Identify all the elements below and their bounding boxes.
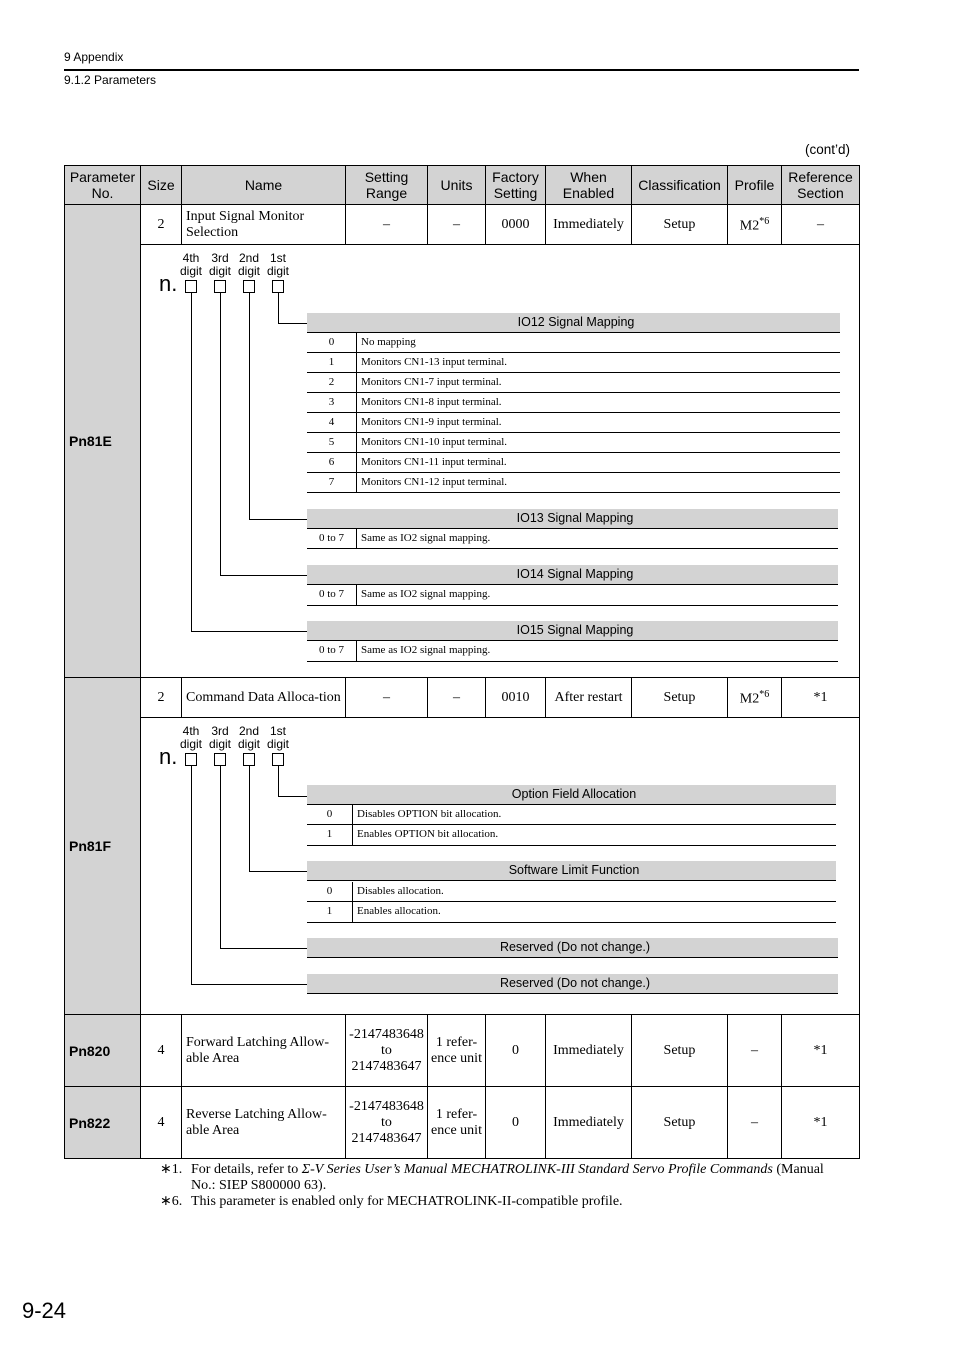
value-description: Same as IO2 signal mapping. [361, 532, 491, 544]
digit-label-3rd: 3rd digit [208, 251, 231, 278]
col-header-name: Name [182, 166, 346, 205]
value-code: 4 [307, 413, 357, 432]
connector-line [191, 293, 192, 631]
connector-line [249, 766, 250, 871]
size-cell: 4 [141, 1087, 182, 1159]
col-header-param: Parameter No. [65, 166, 141, 205]
connector-line [220, 293, 221, 575]
list-item [307, 433, 840, 453]
table-row [65, 1015, 860, 1087]
value-description: Same as IO2 signal mapping. [361, 588, 491, 600]
value-code: 0 [307, 882, 353, 901]
list-item [307, 805, 836, 825]
table-row [65, 1087, 860, 1159]
profile-cell: M2$^{*6}$ [728, 205, 782, 245]
value-description: Monitors CN1-9 input terminal. [361, 416, 502, 428]
table-row [65, 678, 860, 718]
col-header-when: When Enabled [546, 166, 632, 205]
factory-cell: 0000 [486, 205, 546, 245]
ref-cell: – [782, 205, 860, 245]
value-code: 5 [307, 433, 357, 452]
connector-line [220, 766, 221, 948]
table-row [65, 245, 860, 678]
software-limit-section-title: Software Limit Function [307, 861, 836, 881]
value-description: Monitors CN1-10 input terminal. [361, 436, 508, 448]
profile-cell: – [728, 1087, 782, 1159]
value-description: Monitors CN1-12 input terminal. [361, 476, 508, 488]
value-code: 0 [307, 805, 353, 824]
value-description: Monitors CN1-11 input terminal. [361, 456, 507, 468]
class-cell: Setup [632, 1015, 728, 1087]
col-header-units: Units [428, 166, 486, 205]
io15-section-title: IO15 Signal Mapping [307, 621, 838, 641]
range-cell: – [346, 678, 428, 718]
value-code: 0 to 7 [307, 529, 357, 548]
col-header-profile: Profile [728, 166, 782, 205]
range-cell: -2147483648 to 2147483647 [346, 1087, 428, 1159]
list-item [307, 353, 840, 373]
digit-label-3rd: 3rd digit [208, 724, 231, 751]
digit-label-2nd: 2nd digit [237, 724, 260, 751]
list-item [307, 333, 840, 353]
list-item [307, 373, 840, 393]
class-cell: Setup [632, 205, 728, 245]
name-cell: Command Data Alloca-tion [182, 678, 346, 718]
size-cell: 2 [141, 678, 182, 718]
connector-line [249, 519, 308, 520]
name-cell: Forward Latching Allow-able Area [182, 1015, 346, 1087]
manual-title: Σ-V Series User’s Manual MECHATROLINK-III Standard Servo Profile Commands [301, 1162, 773, 1177]
value-code: 7 [307, 473, 357, 492]
chapter-header: 9 Appendix [64, 50, 124, 64]
when-cell: Immediately [546, 1087, 632, 1159]
connector-line [249, 871, 308, 872]
list-item [307, 641, 838, 662]
digit-box-1st [272, 753, 284, 766]
value-code: 0 to 7 [307, 585, 357, 605]
factory-cell: 0 [486, 1015, 546, 1087]
param-no: Pn820 [65, 1015, 141, 1087]
io13-section-title: IO13 Signal Mapping [307, 509, 838, 529]
factory-cell: 0010 [486, 678, 546, 718]
col-header-range: Setting Range [346, 166, 428, 205]
value-description: Monitors CN1-8 input terminal. [361, 396, 502, 408]
digit-box-4th [185, 753, 197, 766]
name-cell: Input Signal Monitor Selection [182, 205, 346, 245]
pn81e-digit-diagram [141, 245, 860, 678]
digit-box-4th [185, 280, 197, 293]
col-header-factory: Factory Setting [486, 166, 546, 205]
table-row [65, 205, 860, 245]
io12-section-title: IO12 Signal Mapping [307, 313, 840, 333]
list-item [307, 393, 840, 413]
value-code: 3 [307, 393, 357, 412]
digit-box-2nd [243, 280, 255, 293]
list-item [307, 902, 836, 923]
value-description: Enables allocation. [357, 905, 441, 917]
digit-box-3rd [214, 753, 226, 766]
profile-cell: M2$^{*6}$ [728, 678, 782, 718]
connector-line [278, 766, 279, 796]
value-description: Enables OPTION bit allocation. [357, 828, 499, 840]
parameter-table [64, 165, 860, 1159]
connector-line [249, 293, 250, 519]
value-description: Same as IO2 signal mapping. [361, 644, 491, 656]
profile-cell: – [728, 1015, 782, 1087]
digit-label-4th: 4th digit [179, 251, 202, 278]
section-header: 9.1.2 Parameters [64, 73, 157, 87]
when-cell: Immediately [546, 205, 632, 245]
units-cell: – [428, 678, 486, 718]
col-header-ref: Reference Section [782, 166, 860, 205]
list-item [307, 413, 840, 433]
list-item [307, 585, 838, 606]
digit-label-2nd: 2nd digit [237, 251, 260, 278]
digit-box-1st [272, 280, 284, 293]
name-cell: Reverse Latching Allow-able Area [182, 1087, 346, 1159]
value-description: Monitors CN1-7 input terminal. [361, 376, 502, 388]
range-cell: – [346, 205, 428, 245]
when-cell: Immediately [546, 1015, 632, 1087]
value-description: Disables allocation. [357, 885, 444, 897]
value-code: 2 [307, 373, 357, 392]
value-code: 6 [307, 453, 357, 472]
units-cell: 1 refer-ence unit [428, 1087, 486, 1159]
pn81f-digit-diagram [141, 718, 860, 1015]
param-no: Pn822 [65, 1087, 141, 1159]
connector-line [220, 948, 308, 949]
units-cell: – [428, 205, 486, 245]
list-item [307, 529, 838, 549]
digit-label-4th: 4th digit [179, 724, 202, 751]
col-header-class: Classification [632, 166, 728, 205]
ref-cell: *1 [782, 678, 860, 718]
header-rule [64, 69, 859, 71]
value-code: 1 [307, 353, 357, 372]
value-description: Monitors CN1-13 input terminal. [361, 356, 508, 368]
ref-cell: *1 [782, 1087, 860, 1159]
size-cell: 2 [141, 205, 182, 245]
reserved-section-2: Reserved (Do not change.) [307, 974, 838, 994]
io14-section-title: IO14 Signal Mapping [307, 565, 838, 585]
range-cell: -2147483648 to 2147483647 [346, 1015, 428, 1087]
connector-line [191, 631, 308, 632]
digit-box-2nd [243, 753, 255, 766]
connector-line [278, 293, 279, 323]
col-header-size: Size [141, 166, 182, 205]
size-cell: 4 [141, 1015, 182, 1087]
class-cell: Setup [632, 678, 728, 718]
value-code: 0 [307, 333, 357, 352]
connector-line [191, 766, 192, 984]
param-no: Pn81F [65, 678, 141, 1015]
list-item [307, 453, 840, 473]
option-field-section-title: Option Field Allocation [307, 785, 836, 805]
table-row [65, 718, 860, 1015]
continued-label: (cont’d) [804, 142, 850, 157]
value-description: Disables OPTION bit allocation. [357, 808, 502, 820]
when-cell: After restart [546, 678, 632, 718]
connector-line [191, 984, 308, 985]
n-prefix: n. [159, 271, 178, 296]
connector-line [278, 796, 308, 797]
list-item [307, 473, 840, 493]
value-code: 0 to 7 [307, 641, 357, 661]
factory-cell: 0 [486, 1087, 546, 1159]
value-description: No mapping [361, 336, 416, 348]
list-item [307, 825, 836, 846]
digit-box-3rd [214, 280, 226, 293]
n-prefix: n. [159, 744, 178, 769]
digit-label-1st: 1st digit [266, 251, 289, 278]
connector-line [220, 575, 308, 576]
ref-cell: *1 [782, 1015, 860, 1087]
units-cell: 1 refer-ence unit [428, 1015, 486, 1087]
page-number: 9-24 [22, 1298, 67, 1323]
reserved-section-1: Reserved (Do not change.) [307, 938, 838, 958]
class-cell: Setup [632, 1087, 728, 1159]
param-no: Pn81E [65, 205, 141, 678]
connector-line [278, 323, 308, 324]
value-code: 1 [307, 902, 353, 922]
table-header-row [65, 166, 860, 205]
list-item [307, 882, 836, 902]
value-code: 1 [307, 825, 353, 845]
digit-label-1st: 1st digit [266, 724, 289, 751]
